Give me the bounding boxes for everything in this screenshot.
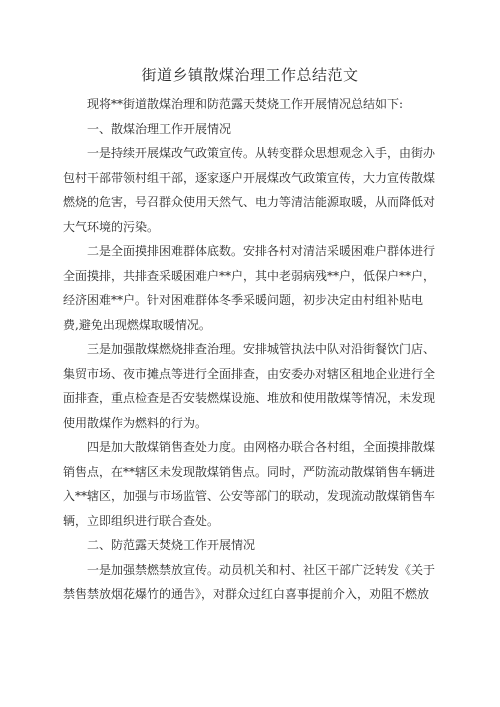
intro-paragraph: 现将**街道散煤治理和防范露天焚烧工作开展情况总结如下: xyxy=(87,97,404,111)
section-1-paragraph-3: 三是加强散煤燃烧排查治理。安排城管执法中队对沿街餐饮门店、集贸市场、夜市摊点等进行全面排查，由安委办对辖区租地企业进行全面排查，重点检查是否安装燃煤设施、堆放和使用散煤等情况，未发现使用散煤作为燃料的行为。 xyxy=(63,342,436,430)
document-title: 街道乡镇散煤治理工作总结范文 xyxy=(141,66,359,84)
section-1-paragraph-4: 四是加大散煤销售查处力度。由网格办联合各村组，全面摸排散煤销售点，在**辖区未发现散煤销售点。同时，严防流动散煤销售车辆进入**辖区，加强与市场监管、公安等部门的联动，发现流动散煤销售车辆，立即组织进行联合查处。 xyxy=(63,440,436,528)
section-2-heading: 二、防范露天焚烧工作开展情况 xyxy=(87,538,256,552)
section-2-paragraph-1: 一是加强禁燃禁放宣传。动员机关和村、社区干部广泛转发《关于禁售禁放烟花爆竹的通告》，对群众过红白喜事提前介入，劝阻不燃放 xyxy=(63,562,436,601)
document-body xyxy=(63,92,437,607)
section-1-heading: 一、散煤治理工作开展情况 xyxy=(87,121,232,136)
section-1-paragraph-2: 二是全面摸排困难群体底数。安排各村对清洁采暖困难户群体进行全面摸排，共排查采暖困难户**户，其中老弱病残**户，低保户**户，经济困难**户。针对困难群体冬季采暖问题，初步决定由村组补贴电费,避免出现燃煤取暖情况。 xyxy=(63,244,436,332)
section-1-paragraph-1: 一是持续开展煤改气政策宣传。从转变群众思想观念入手，由街办包村干部带领村组干部，逐家逐户开展煤改气政策宣传，大力宣传散煤燃烧的危害，号召群众使用天然气、电力等清洁能源取暖，从而降低对大气环境的污染。 xyxy=(63,146,436,234)
